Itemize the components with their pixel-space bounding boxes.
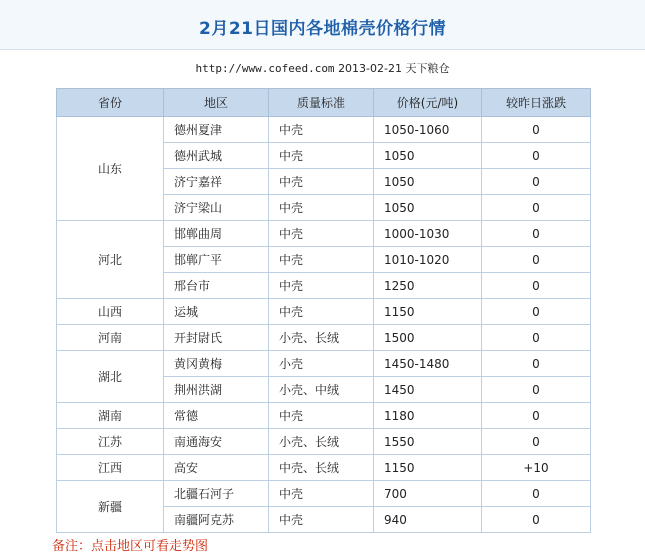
quality-cell: 中壳、长绒 [269, 455, 374, 481]
region-link[interactable]: 南通海安 [164, 429, 269, 455]
region-link[interactable]: 邯郸广平 [164, 247, 269, 273]
source-line [0, 60, 645, 76]
quality-cell: 中壳 [269, 507, 374, 533]
change-cell: 0 [482, 325, 591, 351]
region-link[interactable]: 德州武城 [164, 143, 269, 169]
header-change: 较昨日涨跌 [482, 89, 591, 117]
price-cell: 1050 [374, 169, 482, 195]
region-link[interactable]: 黄冈黄梅 [164, 351, 269, 377]
region-link[interactable]: 邯郸曲周 [164, 221, 269, 247]
price-cell: 1450-1480 [374, 351, 482, 377]
province-cell: 新疆 [57, 481, 164, 533]
quality-cell: 小壳 [269, 351, 374, 377]
change-cell: 0 [482, 273, 591, 299]
region-link[interactable]: 北疆石河子 [164, 481, 269, 507]
quality-cell: 中壳 [269, 117, 374, 143]
table-row [57, 403, 591, 429]
price-cell: 1000-1030 [374, 221, 482, 247]
header-province: 省份 [57, 89, 164, 117]
change-cell: 0 [482, 117, 591, 143]
region-link[interactable]: 开封尉氏 [164, 325, 269, 351]
change-cell: 0 [482, 403, 591, 429]
province-cell: 湖南 [57, 403, 164, 429]
change-cell: 0 [482, 195, 591, 221]
quality-cell: 中壳 [269, 403, 374, 429]
quality-cell: 小壳、长绒 [269, 429, 374, 455]
change-cell: +10 [482, 455, 591, 481]
province-cell: 山西 [57, 299, 164, 325]
price-cell: 1550 [374, 429, 482, 455]
quality-cell: 中壳 [269, 273, 374, 299]
change-cell: 0 [482, 377, 591, 403]
province-cell: 河南 [57, 325, 164, 351]
province-cell: 河北 [57, 221, 164, 299]
table-row [57, 455, 591, 481]
table-row [57, 325, 591, 351]
table-row [57, 429, 591, 455]
region-link[interactable]: 邢台市 [164, 273, 269, 299]
change-cell: 0 [482, 247, 591, 273]
source-url: http://www.cofeed.com [195, 62, 335, 75]
province-cell: 江苏 [57, 429, 164, 455]
price-cell: 1500 [374, 325, 482, 351]
price-cell: 1050 [374, 195, 482, 221]
quality-cell: 小壳、中绒 [269, 377, 374, 403]
quality-cell: 中壳 [269, 299, 374, 325]
quality-cell: 中壳 [269, 169, 374, 195]
quality-cell: 小壳、长绒 [269, 325, 374, 351]
change-cell: 0 [482, 143, 591, 169]
title-bar [0, 0, 645, 50]
province-cell: 江西 [57, 455, 164, 481]
change-cell: 0 [482, 351, 591, 377]
change-cell: 0 [482, 299, 591, 325]
quality-cell: 中壳 [269, 195, 374, 221]
source-date: 2013-02-21 [338, 62, 402, 75]
region-link[interactable]: 荆州洪湖 [164, 377, 269, 403]
region-link[interactable]: 运城 [164, 299, 269, 325]
price-cell: 1010-1020 [374, 247, 482, 273]
quality-cell: 中壳 [269, 481, 374, 507]
province-cell: 湖北 [57, 351, 164, 403]
change-cell: 0 [482, 169, 591, 195]
change-cell: 0 [482, 507, 591, 533]
region-link[interactable]: 南疆阿克苏 [164, 507, 269, 533]
header-region: 地区 [164, 89, 269, 117]
region-link[interactable]: 济宁嘉祥 [164, 169, 269, 195]
price-cell: 700 [374, 481, 482, 507]
page-title: 2月21日国内各地棉壳价格行情 [199, 19, 446, 39]
table-row [57, 117, 591, 143]
price-cell: 1250 [374, 273, 482, 299]
footnote: 备注：点击地区可看走势图 [52, 539, 209, 554]
region-link[interactable]: 济宁梁山 [164, 195, 269, 221]
header-row [57, 89, 591, 117]
table-body [57, 117, 591, 533]
table-row [57, 221, 591, 247]
price-cell: 1450 [374, 377, 482, 403]
change-cell: 0 [482, 221, 591, 247]
table-row [57, 299, 591, 325]
header-price: 价格(元/吨) [374, 89, 482, 117]
price-table [56, 88, 591, 533]
price-cell: 1150 [374, 299, 482, 325]
price-cell: 940 [374, 507, 482, 533]
table-row [57, 481, 591, 507]
table-header [57, 89, 591, 117]
quality-cell: 中壳 [269, 143, 374, 169]
price-cell: 1050 [374, 143, 482, 169]
quality-cell: 中壳 [269, 247, 374, 273]
change-cell: 0 [482, 481, 591, 507]
quality-cell: 中壳 [269, 221, 374, 247]
region-link[interactable]: 高安 [164, 455, 269, 481]
price-cell: 1150 [374, 455, 482, 481]
change-cell: 0 [482, 429, 591, 455]
price-cell: 1180 [374, 403, 482, 429]
table-row [57, 351, 591, 377]
province-cell: 山东 [57, 117, 164, 221]
region-link[interactable]: 常德 [164, 403, 269, 429]
header-quality: 质量标准 [269, 89, 374, 117]
region-link[interactable]: 德州夏津 [164, 117, 269, 143]
source-name: 天下粮仓 [405, 62, 450, 75]
price-cell: 1050-1060 [374, 117, 482, 143]
